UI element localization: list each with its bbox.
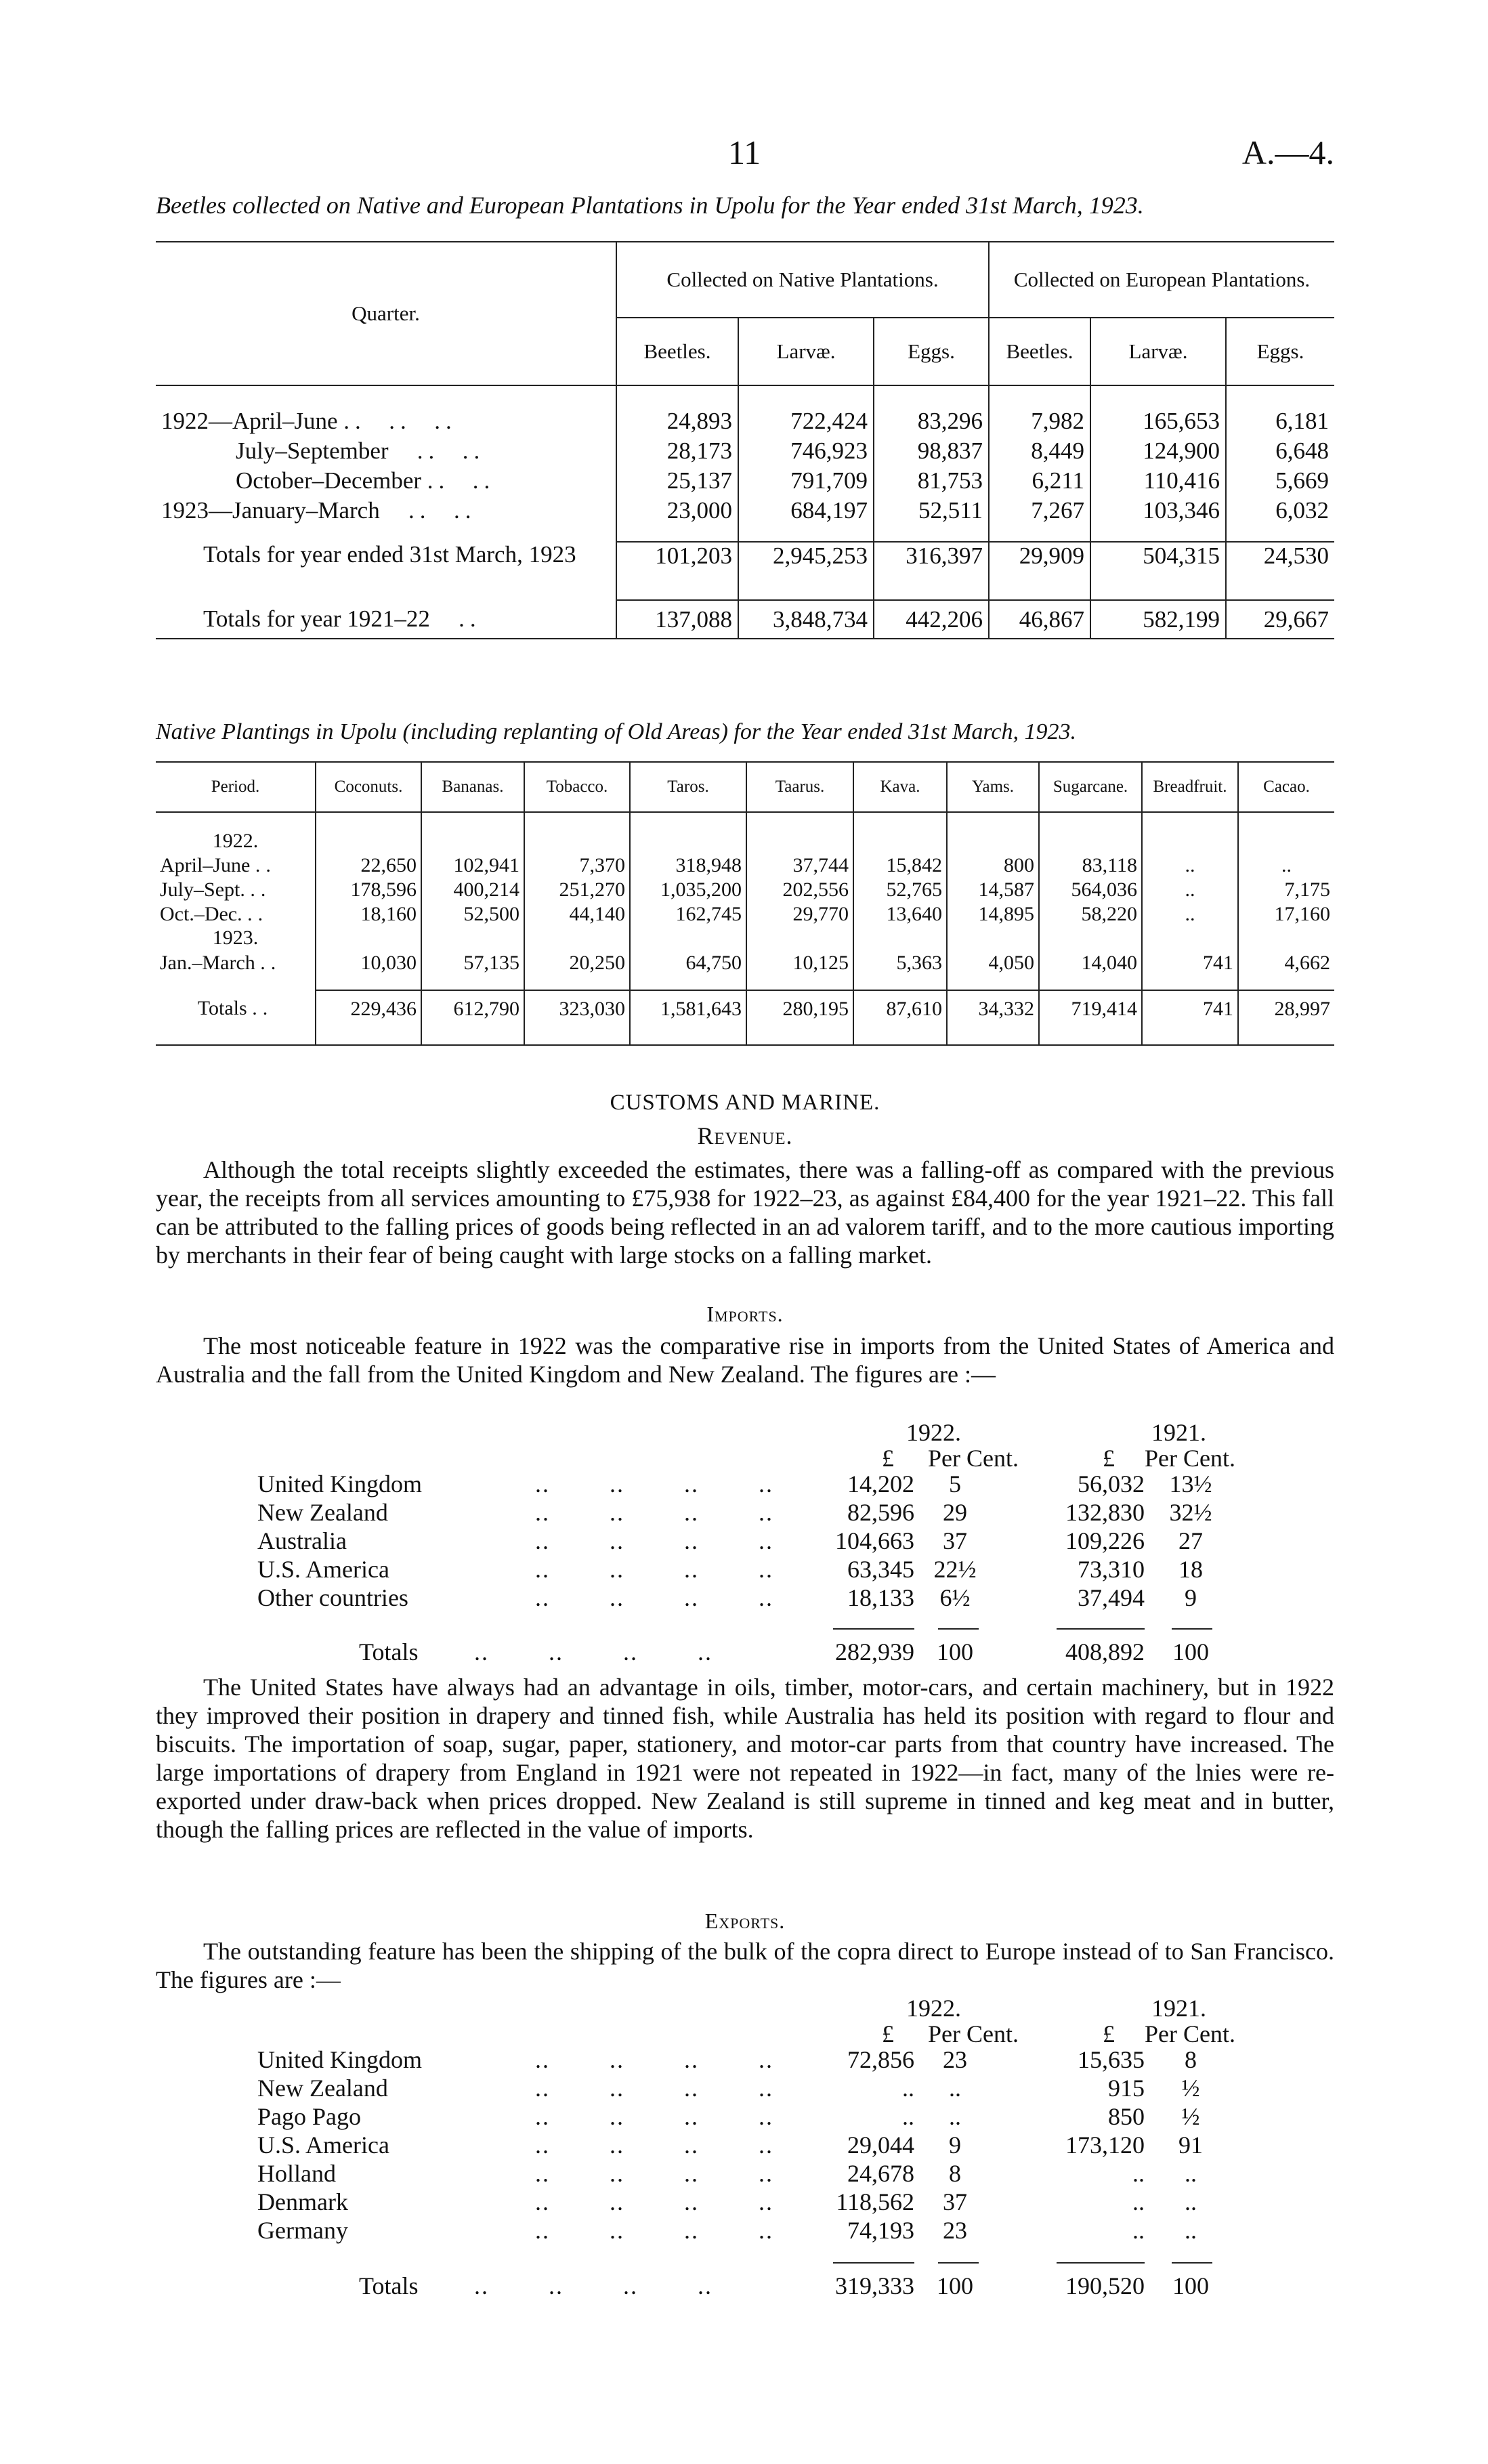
cell: .. — [1142, 902, 1238, 927]
figure-cell: 104,663 — [835, 1527, 914, 1554]
cell: 34,332 — [947, 990, 1039, 1045]
cell: 7,267 — [989, 496, 1090, 526]
country-label: Denmark — [257, 2188, 348, 2215]
figure-cell: .. — [949, 2103, 961, 2130]
figure-cell: 173,120 — [1065, 2131, 1145, 2159]
per-cent-label: Per Cent. — [1145, 1445, 1235, 1472]
row-label: April–June — [160, 854, 251, 876]
cell: 178,596 — [316, 878, 421, 902]
cell: 280,195 — [746, 990, 853, 1045]
figure-cell: 100 — [937, 1638, 973, 1665]
cell: 10,125 — [746, 950, 853, 977]
native-header: Collected on Native Plantations. — [616, 242, 989, 318]
cell: 442,206 — [874, 600, 989, 639]
plantings-table — [156, 761, 1334, 1046]
sub-header: Beetles. — [989, 318, 1090, 385]
cell: 14,040 — [1039, 950, 1142, 977]
cell: 722,424 — [738, 406, 874, 436]
totals-row — [156, 542, 1334, 600]
sub-header: Beetles. — [616, 318, 738, 385]
figure-cell: .. — [902, 2075, 914, 2102]
figure-cell: 82,596 — [847, 1499, 914, 1526]
row-label: Totals for year ended 31st March, 1923 — [203, 541, 576, 568]
cell: 15,842 — [853, 853, 947, 878]
col-header: Yams. — [947, 762, 1039, 812]
total-rule — [1172, 2262, 1212, 2264]
year-label: 1921. — [1151, 1995, 1206, 2022]
cell: 612,790 — [421, 990, 524, 1045]
totals-row: Totals for year 1921–22 .. 137,088 3,848,734 442,206 46,867 582,199 29,667 — [156, 600, 1334, 639]
exports-heading: Exports. — [704, 1909, 786, 1933]
exports-figures — [156, 1994, 1334, 2048]
cell: 251,270 — [524, 878, 630, 902]
leader-dots: .. .. .. .. — [474, 1638, 713, 1665]
totals-label: Totals — [359, 1638, 419, 1665]
cell: 6,648 — [1226, 436, 1334, 466]
cell: 400,214 — [421, 878, 524, 902]
figure-cell: 8 — [1185, 2046, 1197, 2073]
row-label: 1923—January–March — [161, 497, 380, 524]
total-rule — [833, 1628, 914, 1630]
cell: 316,397 — [874, 542, 989, 600]
figure-cell: 118,562 — [836, 2188, 914, 2215]
table-row: July–September .. .. 28,173 746,923 98,837 8,449 124,900 6,648 — [156, 436, 1334, 466]
cell: 7,982 — [989, 406, 1090, 436]
figure-cell: 18,133 — [847, 1584, 914, 1611]
figure-cell: 23 — [943, 2217, 967, 2244]
figure-cell: ½ — [1181, 2075, 1200, 2102]
figure-cell: ½ — [1181, 2103, 1200, 2130]
leader-dots: .. .. .. .. — [474, 2272, 713, 2299]
document-page — [156, 0, 1334, 2464]
cell: 4,662 — [1238, 950, 1334, 977]
table-row: 1922—April–June .. .. .. 24,893 722,424 83,296 7,982 165,653 6,181 — [156, 406, 1334, 436]
table-row: Jan.–March .. 10,030 57,135 20,250 64,750 10,125 5,363 4,050 14,040 741 4,662 — [156, 950, 1334, 977]
cell: 18,160 — [316, 902, 421, 927]
cell: 318,948 — [630, 853, 746, 878]
cell: 20,250 — [524, 950, 630, 977]
country-label: Pago Pago — [257, 2103, 361, 2130]
table-row: October–December .. .. 25,137 791,709 81,753 6,211 110,416 5,669 — [156, 466, 1334, 496]
cell: 5,669 — [1226, 466, 1334, 496]
total-rule — [938, 2262, 979, 2264]
year-label: 1923. — [212, 927, 259, 949]
cell: 7,370 — [524, 853, 630, 878]
figure-cell: 100 — [1172, 2272, 1209, 2299]
cell: 87,610 — [853, 990, 947, 1045]
figure-cell: 56,032 — [1078, 1470, 1145, 1497]
cell: 1,581,643 — [630, 990, 746, 1045]
sub-header: Eggs. — [874, 318, 989, 385]
document-reference: A.—4. — [1241, 133, 1334, 171]
figure-cell: 18 — [1178, 1556, 1203, 1583]
year-label: 1922. — [906, 1995, 961, 2022]
cell: 564,036 — [1039, 878, 1142, 902]
figure-cell: 408,892 — [1065, 1638, 1145, 1665]
col-header: Kava. — [853, 762, 947, 812]
figure-cell: 8 — [949, 2160, 961, 2187]
cell: 46,867 — [989, 600, 1090, 639]
page-number: 11 — [728, 133, 761, 171]
figure-cell: 29,044 — [847, 2131, 914, 2159]
year-label: 1921. — [1151, 1419, 1206, 1446]
cell: 110,416 — [1090, 466, 1226, 496]
figure-cell: 91 — [1178, 2131, 1203, 2159]
country-label: Australia — [257, 1527, 347, 1554]
country-label: Other countries — [257, 1584, 408, 1611]
figure-cell: .. — [1185, 2160, 1197, 2187]
row-label: Totals — [197, 997, 247, 1019]
imports-paragraph-2: The United States have always had an advantage in oils, timber, motor-cars, and certain machinery, but in 1922 they improved their position in drapery and tinned fish, while Australia has held its position with regard to flour and biscuits. The importation of soap, sugar, paper, stationery, and motor-car parts from that country have increased. The large importations of drapery from England in 1921 were not repeated in 1922—in fact, many of the lnies were re-exported under draw-back when prices dropped. New Zealand is still supreme in tinned and keg meat and in butter, though the falling prices are reflected in the value of imports. — [156, 1674, 1334, 1843]
year-label: 1922. — [212, 830, 259, 852]
cell: 58,220 — [1039, 902, 1142, 927]
figure-cell: 9 — [949, 2131, 961, 2159]
cell: 8,449 — [989, 436, 1090, 466]
figure-cell: 14,202 — [847, 1470, 914, 1497]
figure-cell: 32½ — [1169, 1499, 1212, 1526]
cell: 2,945,253 — [738, 542, 874, 600]
row-label: July–September — [236, 438, 389, 464]
year-label: 1922. — [906, 1419, 961, 1446]
revenue-paragraph: Although the total receipts slightly exceeded the estimates, there was a falling-off as compared with the previous year, the receipts from all services amounting to £75,938 for 1922–23, as against £84,400 for the year 1921–22. This fall can be attributed to the falling prices of goods being reflected in an ad valorem tariff, and to the more cautious importing by merchants in their fear of being caught with large stocks on a falling market. — [156, 1156, 1334, 1269]
cell: 165,653 — [1090, 406, 1226, 436]
imports-heading: Imports. — [706, 1302, 784, 1326]
cell: 22,650 — [316, 853, 421, 878]
figure-cell: 63,345 — [847, 1556, 914, 1583]
leader-dots: .. .. .. .. — [535, 1499, 773, 1526]
cell: 137,088 — [616, 600, 738, 639]
figure-cell: 100 — [937, 2272, 973, 2299]
leader-dots: .. .. .. .. — [535, 2075, 773, 2102]
figure-cell: 15,635 — [1078, 2046, 1145, 2073]
cell: 28,173 — [616, 436, 738, 466]
cell: 13,640 — [853, 902, 947, 927]
cell: 64,750 — [630, 950, 746, 977]
cell: 102,941 — [421, 853, 524, 878]
figure-cell: 915 — [1108, 2075, 1145, 2102]
figure-cell: 74,193 — [847, 2217, 914, 2244]
cell: 14,895 — [947, 902, 1039, 927]
country-label: U.S. America — [257, 2131, 389, 2159]
col-header: Period. — [211, 778, 260, 796]
figure-cell: 37 — [943, 2188, 967, 2215]
figure-cell: .. — [1185, 2188, 1197, 2215]
cell: 98,837 — [874, 436, 989, 466]
col-header: Breadfruit. — [1142, 762, 1238, 812]
leader-dots: .. .. .. .. — [535, 2217, 773, 2244]
sub-header: Larvæ. — [738, 318, 874, 385]
figure-cell: 72,856 — [847, 2046, 914, 2073]
figure-cell: 5 — [949, 1470, 961, 1497]
cell: 1,035,200 — [630, 878, 746, 902]
cell: 103,346 — [1090, 496, 1226, 526]
cell: 81,753 — [874, 466, 989, 496]
row-label: July–Sept. — [160, 878, 245, 901]
cell: 14,587 — [947, 878, 1039, 902]
cell: 83,296 — [874, 406, 989, 436]
plantings-table-caption: Native Plantings in Upolu (including replanting of Old Areas) for the Year ended 31st March, 1923. — [156, 719, 1076, 744]
total-rule — [1057, 1628, 1145, 1630]
table-row: 1923—January–March .. .. 23,000 684,197 52,511 7,267 103,346 6,032 — [156, 496, 1334, 526]
currency-label: £ — [882, 1445, 894, 1472]
per-cent-label: Per Cent. — [928, 1445, 1019, 1472]
cell: 4,050 — [947, 950, 1039, 977]
cell: 10,030 — [316, 950, 421, 977]
figure-cell: 27 — [1178, 1527, 1203, 1554]
col-header: Tobacco. — [524, 762, 630, 812]
country-label: Holland — [257, 2160, 336, 2187]
totals-row: Totals .. 229,436 612,790 323,030 1,581,643 280,195 87,610 34,332 719,414 741 28,997 — [156, 990, 1334, 1045]
cell: .. — [1238, 853, 1334, 878]
country-label: Germany — [257, 2217, 348, 2244]
row-label: Oct.–Dec. — [160, 903, 242, 925]
figure-cell: 24,678 — [847, 2160, 914, 2187]
cell: 28,997 — [1238, 990, 1334, 1045]
total-rule — [833, 2262, 914, 2264]
country-label: New Zealand — [257, 1499, 388, 1526]
cell: 741 — [1142, 990, 1238, 1045]
row-label: Totals for year 1921–22 — [203, 606, 430, 632]
table-row: July–Sept. .. 178,596 400,214 251,270 1,035,200 202,556 52,765 14,587 564,036 .. 7,175 — [156, 878, 1334, 902]
cell: 582,199 — [1090, 600, 1226, 639]
col-header: Coconuts. — [316, 762, 421, 812]
figure-cell: 29 — [943, 1499, 967, 1526]
cell: 124,900 — [1090, 436, 1226, 466]
per-cent-label: Per Cent. — [928, 2020, 1019, 2047]
cell: 23,000 — [616, 496, 738, 526]
leader-dots: .. .. .. .. — [535, 2160, 773, 2187]
cell: 57,135 — [421, 950, 524, 977]
figure-cell: 13½ — [1169, 1470, 1212, 1497]
european-header: Collected on European Plantations. — [989, 242, 1334, 318]
exports-paragraph: The outstanding feature has been the shipping of the bulk of the copra direct to Europe instead of to San Francisco. The figures are :— — [156, 1938, 1334, 1993]
customs-title: CUSTOMS AND MARINE. — [610, 1090, 880, 1115]
cell: 52,500 — [421, 902, 524, 927]
table-row: April–June .. 22,650 102,941 7,370 318,948 37,744 15,842 800 83,118 .. .. — [156, 853, 1334, 878]
leader-dots: .. .. .. .. — [535, 1556, 773, 1583]
country-label: United Kingdom — [257, 2046, 422, 2073]
figure-cell: .. — [1185, 2217, 1197, 2244]
cell: 202,556 — [746, 878, 853, 902]
currency-label: £ — [1103, 2020, 1115, 2047]
figure-cell: .. — [902, 2103, 914, 2130]
figure-cell: 37 — [943, 1527, 967, 1554]
col-header: Bananas. — [421, 762, 524, 812]
cell: 6,181 — [1226, 406, 1334, 436]
cell: 719,414 — [1039, 990, 1142, 1045]
figure-cell: 37,494 — [1078, 1584, 1145, 1611]
total-rule — [1172, 1628, 1212, 1630]
cell: 7,175 — [1238, 878, 1334, 902]
figure-cell: 9 — [1185, 1584, 1197, 1611]
row-label: October–December — [236, 467, 422, 494]
figure-cell: .. — [1132, 2188, 1145, 2215]
cell: 83,118 — [1039, 853, 1142, 878]
col-header: Cacao. — [1238, 762, 1334, 812]
per-cent-label: Per Cent. — [1145, 2020, 1235, 2047]
country-label: U.S. America — [257, 1556, 389, 1583]
total-rule — [938, 1628, 979, 1630]
cell: 29,909 — [989, 542, 1090, 600]
cell: 3,848,734 — [738, 600, 874, 639]
figure-cell: 100 — [1172, 1638, 1209, 1665]
revenue-heading: Revenue. — [697, 1122, 793, 1149]
country-label: United Kingdom — [257, 1470, 422, 1497]
table-row: Oct.–Dec. .. 18,160 52,500 44,140 162,745 29,770 13,640 14,895 58,220 .. 17,160 — [156, 902, 1334, 927]
figure-cell: 319,333 — [835, 2272, 914, 2299]
leader-dots: .. .. .. .. — [535, 2188, 773, 2215]
figure-cell: 23 — [943, 2046, 967, 2073]
currency-label: £ — [1103, 1445, 1115, 1472]
sub-header: Larvæ. — [1090, 318, 1226, 385]
leader-dots: .. .. .. .. — [535, 2131, 773, 2159]
cell: 52,765 — [853, 878, 947, 902]
cell: 800 — [947, 853, 1039, 878]
cell: 6,032 — [1226, 496, 1334, 526]
col-header: Taarus. — [746, 762, 853, 812]
cell: 746,923 — [738, 436, 874, 466]
currency-label: £ — [882, 2020, 894, 2047]
figure-cell: 6½ — [939, 1584, 971, 1611]
cell: 44,140 — [524, 902, 630, 927]
cell: 6,211 — [989, 466, 1090, 496]
figure-cell: 109,226 — [1065, 1527, 1145, 1554]
col-header: Taros. — [630, 762, 746, 812]
cell: 37,744 — [746, 853, 853, 878]
figure-cell: .. — [1132, 2217, 1145, 2244]
cell: 162,745 — [630, 902, 746, 927]
sub-header: Eggs. — [1226, 318, 1334, 385]
leader-dots: .. .. .. .. — [535, 2103, 773, 2130]
cell: 29,770 — [746, 902, 853, 927]
figure-cell: 282,939 — [835, 1638, 914, 1665]
cell: 101,203 — [616, 542, 738, 600]
cell: 52,511 — [874, 496, 989, 526]
country-label: New Zealand — [257, 2075, 388, 2102]
quarter-header: Quarter. — [156, 242, 616, 385]
cell: 229,436 — [316, 990, 421, 1045]
row-label: 1922—April–June — [161, 408, 338, 434]
beetles-table-caption: Beetles collected on Native and European Plantations in Upolu for the Year ended 31st March, 1923. — [156, 192, 1144, 219]
figure-cell: .. — [1132, 2160, 1145, 2187]
cell: 17,160 — [1238, 902, 1334, 927]
leader-dots: .. .. .. .. — [535, 1527, 773, 1554]
cell: 684,197 — [738, 496, 874, 526]
figure-cell: 190,520 — [1065, 2272, 1145, 2299]
imports-paragraph: The most noticeable feature in 1922 was the comparative rise in imports from the United States of America and Australia and the fall from the United Kingdom and New Zealand. The figures are :— — [156, 1332, 1334, 1388]
total-rule — [1057, 2262, 1145, 2264]
leader-dots: .. .. .. .. — [535, 1470, 773, 1497]
cell: 791,709 — [738, 466, 874, 496]
cell: .. — [1142, 853, 1238, 878]
cell: 5,363 — [853, 950, 947, 977]
leader-dots: .. .. .. .. — [535, 1584, 773, 1611]
cell: 24,530 — [1226, 542, 1334, 600]
row-label: Jan.–March — [160, 952, 255, 974]
leader-dots: .. .. .. .. — [535, 2046, 773, 2073]
col-header: Sugarcane. — [1039, 762, 1142, 812]
beetles-table — [156, 241, 1334, 639]
cell: 25,137 — [616, 466, 738, 496]
totals-label: Totals — [359, 2272, 419, 2299]
figure-cell: 850 — [1108, 2103, 1145, 2130]
cell: 29,667 — [1226, 600, 1334, 639]
cell: .. — [1142, 878, 1238, 902]
figure-cell: 132,830 — [1065, 1499, 1145, 1526]
cell: 741 — [1142, 950, 1238, 977]
cell: 24,893 — [616, 406, 738, 436]
figure-cell: 22½ — [933, 1556, 977, 1583]
cell: 504,315 — [1090, 542, 1226, 600]
cell: 323,030 — [524, 990, 630, 1045]
figure-cell: 73,310 — [1078, 1556, 1145, 1583]
figure-cell: .. — [949, 2075, 961, 2102]
